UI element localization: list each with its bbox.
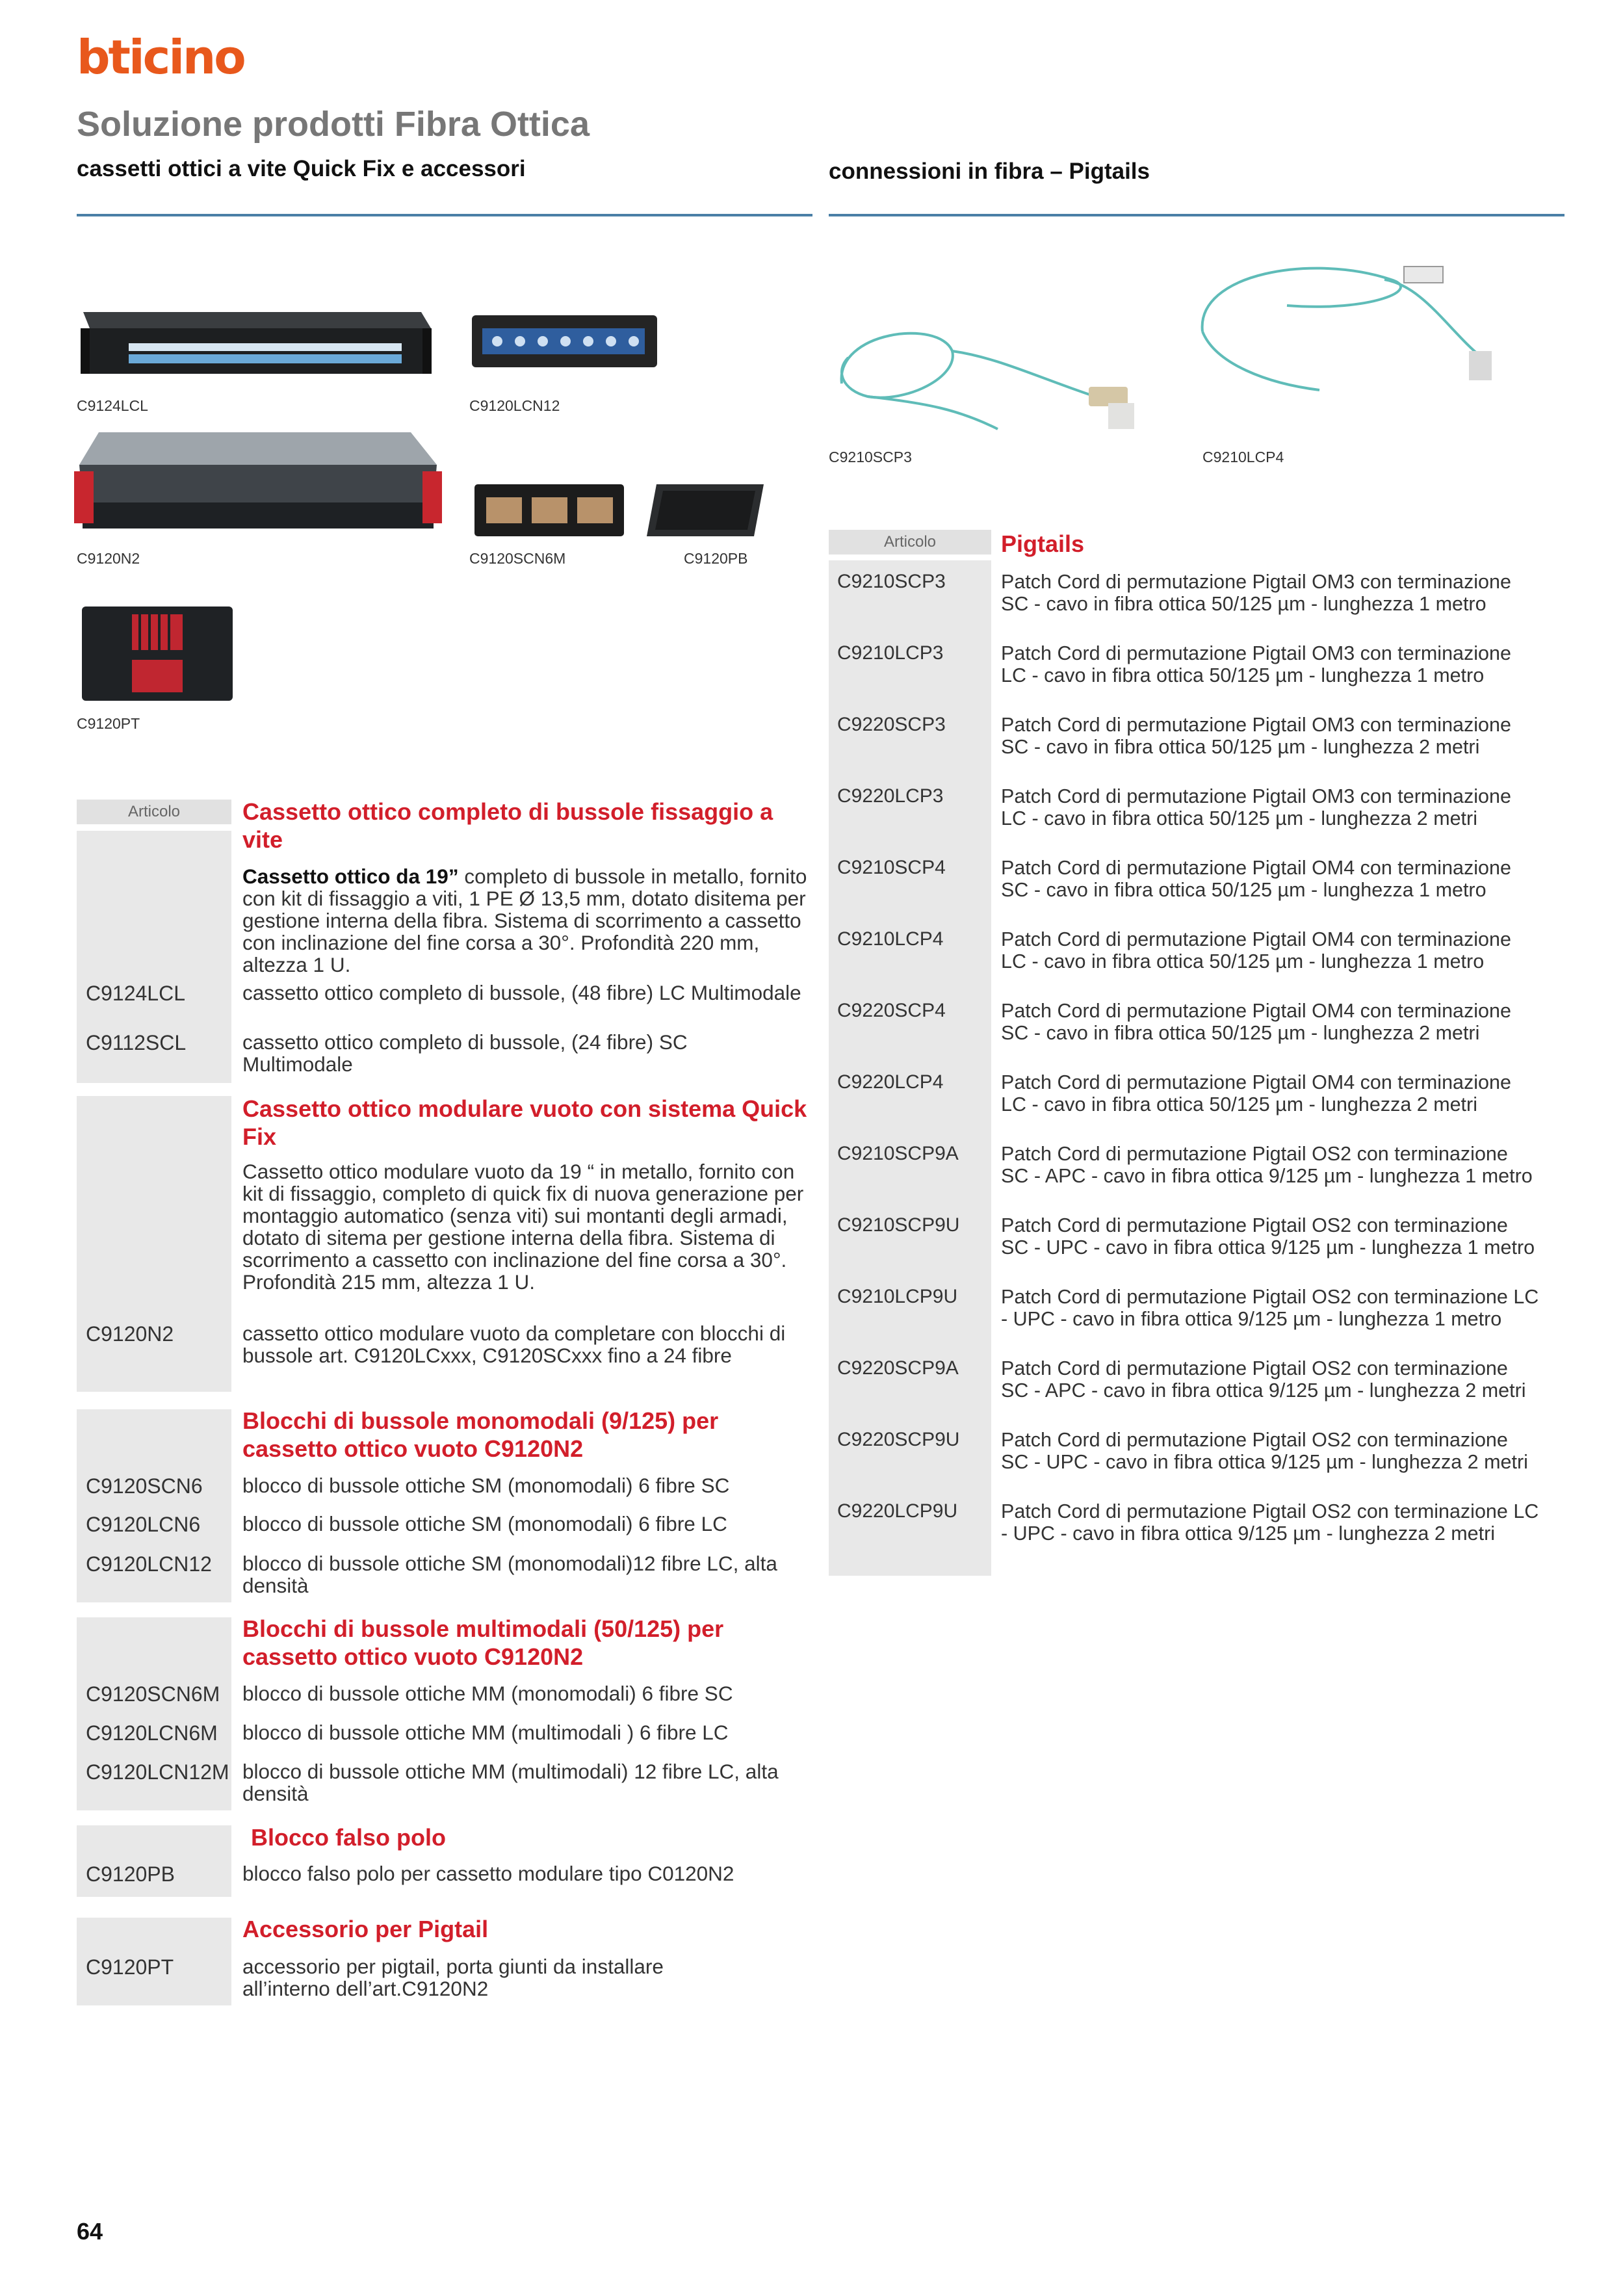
code-c9220scp9a: C9220SCP9A xyxy=(837,1357,959,1379)
desc-c9120lcn6m: blocco di bussole ottiche MM (multimodali ) 6 fibre LC xyxy=(242,1721,729,1744)
desc-c9120scn6: blocco di bussole ottiche SM (monomodali) 6 fibre SC xyxy=(242,1474,730,1497)
code-c9210lcp4: C9210LCP4 xyxy=(837,928,944,950)
cassette-c9120n2-image xyxy=(73,426,443,543)
desc-c9210scp9u: Patch Cord di permutazione Pigtail OS2 con terminazione SC - UPC - cavo in fibra ottica 9/125 µm - lunghezza 1 metro xyxy=(1001,1214,1535,1259)
code-c9120lcn12: C9120LCN12 xyxy=(86,1552,212,1576)
caption-c9210lcp4: C9210LCP4 xyxy=(1202,449,1284,465)
page-number: 64 xyxy=(77,2218,103,2245)
left-divider xyxy=(77,214,812,216)
caption-c9120pb: C9120PB xyxy=(684,550,748,567)
desc-c9120n2: cassetto ottico modulare vuoto da completare con blocchi di bussole art. C9120LCxxx, C9120SCxxx fino a 24 fibre xyxy=(242,1322,786,1367)
desc-c9220scp9a: Patch Cord di permutazione Pigtail OS2 con terminazione SC - APC - cavo in fibra ottica 9/125 µm - lunghezza 2 metri xyxy=(1001,1357,1526,1402)
caption-c9210scp3: C9210SCP3 xyxy=(829,449,912,465)
desc-c9220scp3: Patch Cord di permutazione Pigtail OM3 con terminazione SC - cavo in fibra ottica 50/125 µm - lunghezza 2 metri xyxy=(1001,714,1511,758)
code-c9210scp9u: C9210SCP9U xyxy=(837,1214,960,1236)
code-c9220lcp4: C9220LCP4 xyxy=(837,1071,944,1093)
right-table-header: Articolo xyxy=(829,530,991,554)
code-c9120scn6: C9120SCN6 xyxy=(86,1474,203,1498)
desc-c9220scp4: Patch Cord di permutazione Pigtail OM4 con terminazione SC - cavo in fibra ottica 50/125 µm - lunghezza 2 metri xyxy=(1001,1000,1511,1044)
code-c9120lcn12m: C9120LCN12M xyxy=(86,1760,229,1784)
block-c9120scn6m-image xyxy=(468,478,630,543)
section-lead-s2: Cassetto ottico modulare vuoto da 19 “ in metallo, fornito con kit di fissaggio, completo di quick fix di nuova generazione per montaggio automatico (senza viti) sui montanti degli armadi, dotato di sitema per gestione interna della fibra. Sistema di scorrimento a cassetto con inclinazione del fine corsa a 30°. Profondità 215 mm, altezza 1 U. xyxy=(242,1160,804,1294)
code-c9220lcp9u: C9220LCP9U xyxy=(837,1500,958,1522)
left-subtitle: cassetti ottici a vite Quick Fix e accessori xyxy=(77,156,526,181)
brand-logo: bticino xyxy=(77,30,244,85)
section-title-pigtails: Pigtails xyxy=(1001,530,1085,557)
code-c9120lcn6: C9120LCN6 xyxy=(86,1513,201,1536)
desc-c9210lcp3: Patch Cord di permutazione Pigtail OM3 con terminazione LC - cavo in fibra ottica 50/125 µm - lunghezza 1 metro xyxy=(1001,642,1511,686)
code-column-s2 xyxy=(77,1096,231,1392)
caption-c9120scn6m: C9120SCN6M xyxy=(469,550,566,567)
code-c9220lcp3: C9220LCP3 xyxy=(837,785,944,807)
right-divider xyxy=(829,214,1565,216)
desc-c9120lcn12m: blocco di bussole ottiche MM (multimodali) 12 fibre LC, alta densità xyxy=(242,1760,779,1805)
desc-c9210lcp9u: Patch Cord di permutazione Pigtail OS2 con terminazione LC - UPC - cavo in fibra ottica 9/125 µm - lunghezza 1 metro xyxy=(1001,1286,1539,1330)
code-c9112scl: C9112SCL xyxy=(86,1031,187,1054)
code-c9220scp4: C9220SCP4 xyxy=(837,1000,946,1021)
code-c9210lcp9u: C9210LCP9U xyxy=(837,1286,958,1307)
section-title-s3: Blocchi di bussole monomodali (9/125) per cassetto ottico vuoto C9120N2 xyxy=(242,1407,719,1462)
page-title: Soluzione prodotti Fibra Ottica xyxy=(77,105,590,144)
code-c9220scp9u: C9220SCP9U xyxy=(837,1429,960,1450)
lead-text-s1: completo di bussole in metallo, fornito con kit di fissaggio a viti, 1 PE Ø 13,5 mm, dotato disitema per gestione interna della fibra. Sistema di scorrimento a cassetto con inclinazione del fine corsa a 30°. Profondità 220 mm, altezza 1 U. xyxy=(242,865,807,976)
code-c9120pb: C9120PB xyxy=(86,1862,175,1886)
code-c9210lcp3: C9210LCP3 xyxy=(837,642,944,664)
caption-c9124lcl: C9124LCL xyxy=(77,397,148,414)
caption-c9120lcn12: C9120LCN12 xyxy=(469,397,560,414)
section-title-s1: Cassetto ottico completo di bussole fissaggio a vite xyxy=(242,798,773,853)
desc-c9120pt: accessorio per pigtail, porta giunti da installare all’interno dell’art.C9120N2 xyxy=(242,1955,664,2000)
desc-c9220scp9u: Patch Cord di permutazione Pigtail OS2 con terminazione SC - UPC - cavo in fibra ottica 9/125 µm - lunghezza 2 metri xyxy=(1001,1429,1528,1473)
desc-c9210scp3: Patch Cord di permutazione Pigtail OM3 con terminazione SC - cavo in fibra ottica 50/125 µm - lunghezza 1 metro xyxy=(1001,571,1511,615)
code-c9210scp3: C9210SCP3 xyxy=(837,571,946,592)
desc-c9120scn6m: blocco di bussole ottiche MM (monomodali) 6 fibre SC xyxy=(242,1682,733,1705)
section-title-s2: Cassetto ottico modulare vuoto con sistema Quick Fix xyxy=(242,1095,807,1150)
section-title-s5: Blocco falso polo xyxy=(251,1824,447,1851)
desc-c9220lcp4: Patch Cord di permutazione Pigtail OM4 con terminazione LC - cavo in fibra ottica 50/125 µm - lunghezza 2 metri xyxy=(1001,1071,1511,1115)
code-c9210scp9a: C9210SCP9A xyxy=(837,1143,959,1164)
desc-c9220lcp9u: Patch Cord di permutazione Pigtail OS2 con terminazione LC - UPC - cavo in fibra ottica 9/125 µm - lunghezza 2 metri xyxy=(1001,1500,1539,1545)
section-title-s6: Accessorio per Pigtail xyxy=(242,1916,489,1942)
code-c9220scp3: C9220SCP3 xyxy=(837,714,946,735)
block-c9120lcn12-image xyxy=(468,302,663,384)
desc-c9220lcp3: Patch Cord di permutazione Pigtail OM3 con terminazione LC - cavo in fibra ottica 50/125 µm - lunghezza 2 metri xyxy=(1001,785,1511,829)
code-c9120pt: C9120PT xyxy=(86,1955,174,1979)
desc-c9112scl: cassetto ottico completo di bussole, (24 fibre) SC Multimodale xyxy=(242,1030,688,1076)
desc-c9124lcl: cassetto ottico completo di bussole, (48 fibre) LC Multimodale xyxy=(242,981,801,1004)
code-c9124lcl: C9124LCL xyxy=(86,982,185,1005)
right-subtitle: connessioni in fibra – Pigtails xyxy=(829,159,1150,184)
desc-c9120lcn6: blocco di bussole ottiche SM (monomodali) 6 fibre LC xyxy=(242,1512,727,1535)
code-c9120scn6m: C9120SCN6M xyxy=(86,1682,220,1706)
caption-c9120pt: C9120PT xyxy=(77,715,140,732)
cassette-c9124lcl-image xyxy=(77,306,434,384)
section-lead-s1 xyxy=(242,865,814,976)
code-c9210scp4: C9210SCP4 xyxy=(837,857,946,878)
code-c9120lcn6m: C9120LCN6M xyxy=(86,1721,218,1745)
desc-c9120lcn12: blocco di bussole ottiche SM (monomodali)12 fibre LC, alta densità xyxy=(242,1552,777,1597)
pigtail-c9210scp3-image xyxy=(829,306,1141,436)
desc-c9210scp4: Patch Cord di permutazione Pigtail OM4 con terminazione SC - cavo in fibra ottica 50/125 µm - lunghezza 1 metro xyxy=(1001,857,1511,901)
caption-c9120n2: C9120N2 xyxy=(77,550,140,567)
desc-c9120pb: blocco falso polo per cassetto modulare tipo C0120N2 xyxy=(242,1862,734,1885)
splice-holder-c9120pt-image xyxy=(77,601,239,705)
left-table-header: Articolo xyxy=(77,800,231,824)
code-column-pigtails xyxy=(829,560,991,1576)
section-title-s4: Blocchi di bussole multimodali (50/125) per cassetto ottico vuoto C9120N2 xyxy=(242,1615,724,1670)
desc-c9210scp9a: Patch Cord di permutazione Pigtail OS2 con terminazione SC - APC - cavo in fibra ottica 9/125 µm - lunghezza 1 metro xyxy=(1001,1143,1533,1187)
pigtail-c9210lcp4-image xyxy=(1189,254,1527,403)
lead-bold-s1: Cassetto ottico da 19” xyxy=(242,865,459,888)
code-c9120n2: C9120N2 xyxy=(86,1322,174,1346)
false-pole-c9120pb-image xyxy=(643,481,767,546)
desc-c9210lcp4: Patch Cord di permutazione Pigtail OM4 con terminazione LC - cavo in fibra ottica 50/125 µm - lunghezza 1 metro xyxy=(1001,928,1511,972)
